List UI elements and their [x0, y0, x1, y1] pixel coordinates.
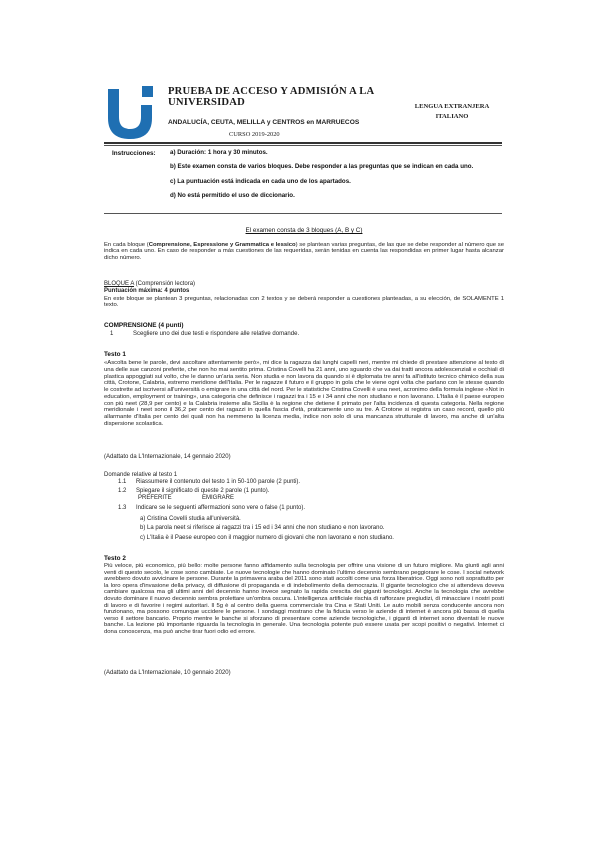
- university-logo-icon: [104, 83, 156, 141]
- instruction-item: c) La puntuación está indicada en cada uno de los apartados.: [170, 177, 351, 185]
- statement-a: a) Cristina Covelli studia all'università.: [140, 516, 241, 522]
- testo-2-title: Testo 2: [104, 555, 126, 562]
- instruction-item: a) Duración: 1 hora y 30 minutos.: [170, 149, 268, 156]
- instruction-text: Scegliere uno dei due testi e rispondere alle relative domande.: [133, 331, 300, 337]
- testo-2-body: Più veloce, più economico, più bello: molte persone fanno affidamento sulla tecnologia per offrire una visione di un futuro migliore. Ma giunti agli anni venti di questo secolo, le cose sono cambiate. Le nuove tecnologie che hanno dominato l'ultimo decennio sembrano peggiorare le cose. I social network avrebbero dovuto avvicinare le persone. Durante la primavera araba del 2011 sono stati accolti come una forza liberatrice. Oggi sono noti soprattutto per la loro opera d'invasione della privacy, di diffusione di propaganda e di indebolimento della democrazia. Il gigante tecnologico che si attendeva doveva cambiare qualcosa ma gli ultimi anni del decennio hanno invece segnato la rapida crescita dei giganti tecnologici. Anche la tecnologia che avrebbe dovuto dominare il nuovo decennio sembra prolettare un'ombra oscura. L'intelligenza artificiale rischia di rafforzare pregiudizi, di minacciare i nostri posti di lavoro e di favorire i regimi autoritari. Il 5g è al centro della guerra commerciale tra Cina e Stati Uniti. Le auto mobili senza conducente ancora non funzionano, ma possono comunque uccidere le persone. I sondaggi mostrano che la fiducia verso le aziende di internet è ancora più bassa di quella verso il settore bancario. Proprio mentre le banche si sforzano di presentare come aziende tecnologiche, i giganti di internet sono diventati le nuove banche. La lezione più importante riguarda la tecnologia in generale. Una tecnologia potente può essere usata per scopi positivi o negativi. Internet ci dona conoscenza, ma può anche tirar fuori odio ed errore.: [104, 563, 504, 635]
- header-rule: [104, 142, 502, 144]
- question-number: 1.2: [118, 488, 127, 494]
- instruction-item: b) Este examen consta de varios bloques. Debe responder a las preguntas que se indican en cada uno.: [170, 163, 474, 171]
- comprensione-heading: COMPRENSIONE (4 punti): [104, 322, 184, 329]
- question-1-3: Indicare se le seguenti affermazioni sono vere o false (1 punto).: [136, 505, 305, 511]
- instructions-label: Instrucciones:: [112, 150, 156, 157]
- testo-1-title: Testo 1: [104, 351, 126, 358]
- instruction-number: 1: [110, 331, 114, 337]
- instructions-bottom-rule: [104, 213, 502, 214]
- vocab-word-2: EMIGRARE: [202, 495, 235, 501]
- bloque-a-title: BLOQUE A (Comprensión lectora): [104, 281, 196, 287]
- testo-1-questions-title: Domande relative al testo 1: [104, 472, 178, 478]
- question-1-1: Riassumere il contenuto del testo 1 in 50-100 parole (2 punti).: [136, 479, 301, 485]
- exam-structure-heading: El examen consta de 3 bloques (A, B y C): [245, 227, 363, 234]
- subject-name: LENGUA EXTRANJERA ITALIANO: [414, 103, 490, 120]
- instructions-box: [104, 146, 502, 212]
- testo-1-source: (Adattato da L'Internazionale, 14 gennaio 2020): [104, 454, 231, 460]
- exam-title: PRUEBA DE ACCESO Y ADMISIÓN A LA UNIVERSIDAD: [168, 86, 375, 108]
- bloque-a-description: En este bloque se plantean 3 preguntas, relacionadas con 2 textos y se deberá responder a cuestiones planteadas, a su elección, de SOLAMENTE 1 texto.: [104, 296, 504, 309]
- exam-region: ANDALUCÍA, CEUTA, MELILLA y CENTROS en MARRUECOS: [168, 119, 360, 126]
- statement-c: c) L'Italia è il Paese europeo con il maggior numero di giovani che non lavorano e non studiano.: [140, 535, 394, 541]
- question-1-2: Spiegare il significato di queste 2 parole (1 punto).: [136, 488, 270, 494]
- testo-2-source: (Adattato da L'Internazionale, 10 gennaio 2020): [104, 670, 231, 676]
- question-number: 1.3: [118, 505, 127, 511]
- exam-year: CURSO 2019-2020: [229, 131, 280, 138]
- instructions-list: [170, 150, 500, 208]
- testo-1-body: «Ascolta bene le parole, devi ascoltare attentamente però», mi dice la ragazza dai lunghi capelli neri, mentre mi chiede di prestare attenzione al testo di una delle sue canzoni preferite, che non ho mai sentito prima. Cristina Covelli ha 21 anni, uno sguardo che va dai tratti ancora adolescenziali e occhiali di plastica appoggiati sul volto, che le danno un'aria seria. Non studia e non lavora da quando si è diplomata tre anni fa all'istituto tecnico chimico della sua città, Crotone, Calabria, estremo meridione dell'Italia. Per le ragazze il futuro e il gruppo in gola che le viene ogni volta che parlano con le stesse quando le costrette ad iscriversi all'università o emigrare in una città del nord. Per le statistiche Cristina Covelli è una neet, acronimo della formula inglese «Not in education, employment or training», una categoria che definisce i ragazzi tra i 15 e i 34 anni che non studiano e non lavorano. L'Italia è il paese europeo con più neet (28,9 per cento) e la Calabria insieme alla Sicilia è la regione che detiene il primato per l'alta incidenza di questa categoria. Nella regione meridionale i neet sono il 36,2 per cento dei ragazzi in quella fascia d'età, praticamente uno su tre. A Crotone si registra un caso record, quello più allarmante d'Italia per cento dei quali non ha nemmeno la licenza media, indice non solo di una mancanza strutturale di lavoro, ma anche di un'alta dispersione scolastica.: [104, 360, 504, 427]
- statement-b: b) La parola neet si riferisce ai ragazzi tra i 15 ed i 34 anni che non studiano e non lavorano.: [140, 525, 385, 531]
- bloque-a-score: Puntuación máxima: 4 puntos: [104, 288, 190, 294]
- vocab-word-1: PREFERITE: [138, 495, 172, 501]
- exam-intro-paragraph: En cada bloque (Comprensione, Espressione y Grammatica e lessico) se plantean varias preguntas, de las que se debe responder al número que se indica en cada uno. En caso de responder a más cuestiones de las requeridas, serán tenidas en cuenta las respondidas en primer lugar hasta alcanzar dicho número.: [104, 242, 504, 261]
- question-number: 1.1: [118, 479, 127, 485]
- instruction-item: d) No está permitido el uso de diccionario.: [170, 192, 295, 200]
